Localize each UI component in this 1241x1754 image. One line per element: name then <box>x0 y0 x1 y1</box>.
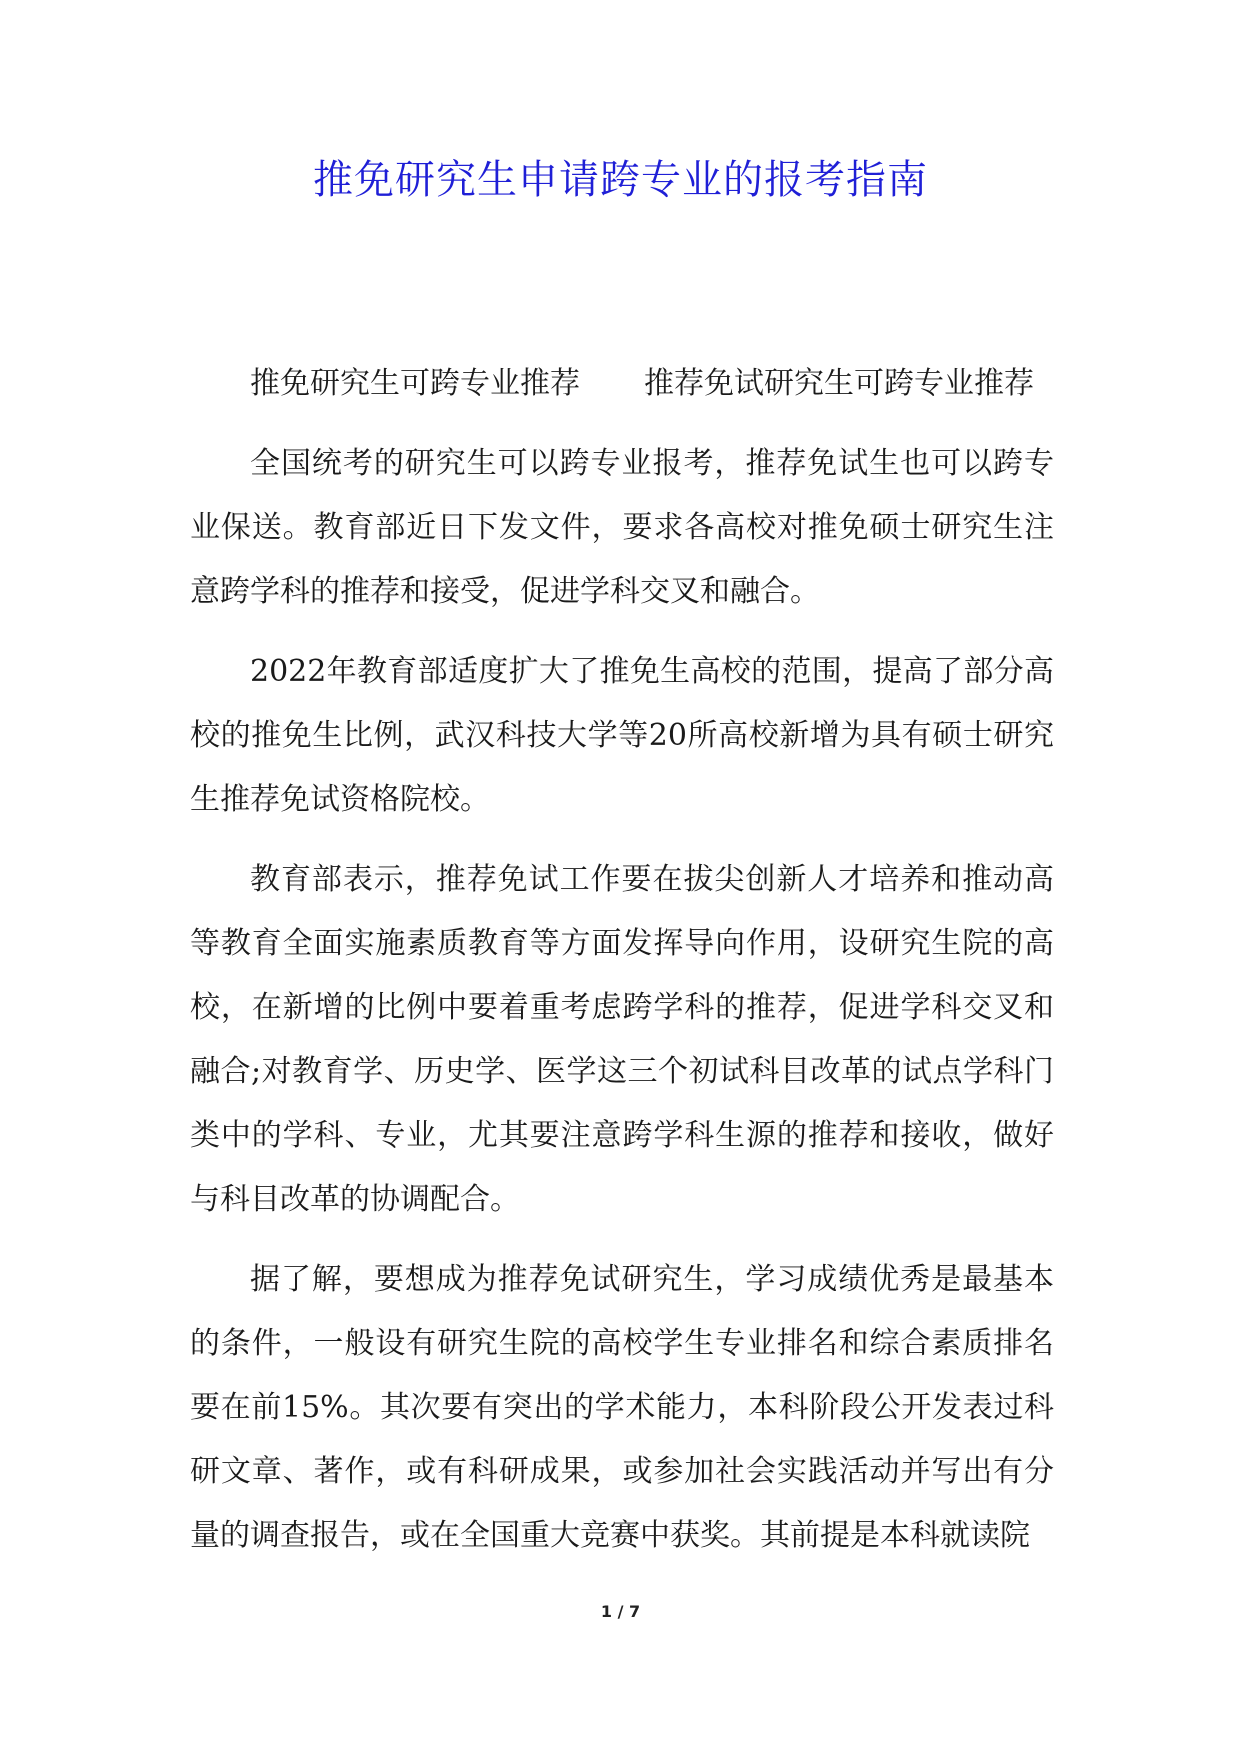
intro-heading <box>190 352 1054 416</box>
page-number: 1 / 7 <box>600 1602 641 1621</box>
paragraph-4: 据了解，要想成为推荐免试研究生，学习成绩优秀是最基本的条件，一般设有研究生院的高校学生专业排名和综合素质排名要在前15%。其次要有突出的学术能力，本科阶段公开发表过科研文章、著作，或有科研成果，或参加社会实践活动并写出有分量的调查报告，或在全国重大竞赛中获奖。其前提是本科就读院 <box>190 1262 1054 1553</box>
page-title: 推免研究生申请跨专业的报考指南 <box>313 157 928 203</box>
heading-right: 推荐免试研究生可跨专业推荐 <box>644 366 1034 401</box>
heading-left: 推免研究生可跨专业推荐 <box>250 366 580 401</box>
paragraph-1: 全国统考的研究生可以跨专业报考，推荐免试生也可以跨专业保送。教育部近日下发文件，要求各高校对推免硕士研究生注意跨学科的推荐和接受，促进学科交叉和融合。 <box>190 446 1054 609</box>
document-body <box>190 352 1054 1584</box>
paragraph-2: 2022年教育部适度扩大了推免生高校的范围，提高了部分高校的推免生比例，武汉科技大学等20所高校新增为具有硕士研究生推荐免试资格院校。 <box>190 654 1054 817</box>
paragraph-3: 教育部表示，推荐免试工作要在拔尖创新人才培养和推动高等教育全面实施素质教育等方面发挥导向作用，设研究生院的高校，在新增的比例中要着重考虑跨学科的推荐，促进学科交叉和融合;对教育学、历史学、医学这三个初试科目改革的试点学科门类中的学科、专业，尤其要注意跨学科生源的推荐和接收，做好与科目改革的协调配合。 <box>190 862 1054 1217</box>
